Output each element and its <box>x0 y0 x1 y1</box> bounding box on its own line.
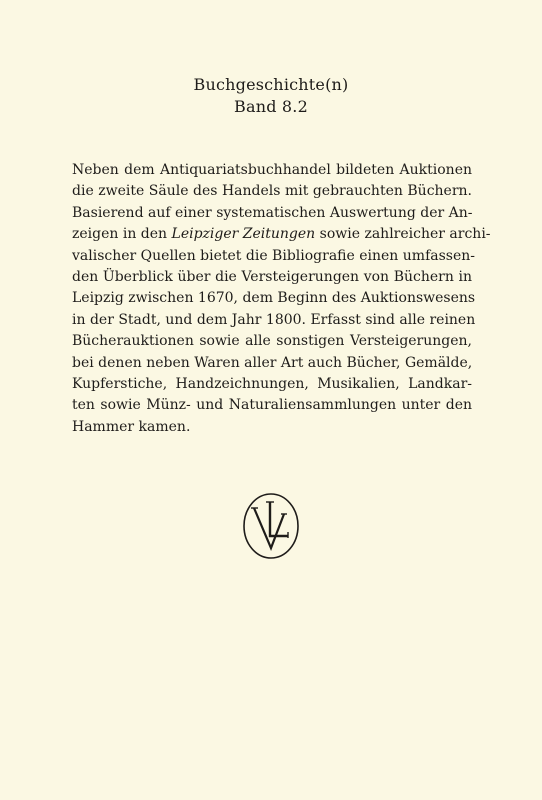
blurb-line: in der Stadt, und dem Jahr 1800. Erfasst sind alle reinen <box>72 311 476 328</box>
blurb-line: Hammer kamen. <box>72 418 191 435</box>
blurb-line: valischer Quellen bietet die Bibliografie einen umfassen- <box>72 247 475 264</box>
blurb-line: bei denen neben Waren aller Art auch Bücher, Gemälde, <box>72 354 473 371</box>
blurb-line: die zweite Säule des Handels mit gebrauchten Büchern. <box>72 183 472 200</box>
blurb-line: Bücherauktionen sowie alle sonstigen Versteigerungen, <box>72 333 472 350</box>
blurb-text-segment: zeigen in den <box>72 226 172 243</box>
blurb-text <box>72 160 491 438</box>
series-title: Buchgeschichte(n) <box>193 75 349 94</box>
blurb-line: Leipzig zwischen 1670, dem Beginn des Auktionswesens <box>72 290 476 307</box>
blurb-line <box>72 224 491 245</box>
blurb-line: ten sowie Münz- und Naturaliensammlungen unter den <box>72 397 472 414</box>
newspaper-title: Leipziger Zeitungen <box>171 226 316 243</box>
blurb-line: Neben dem Antiquariatsbuchhandel bildeten Auktionen <box>72 162 472 178</box>
publisher-logo-icon <box>242 492 300 560</box>
blurb-line: Kupferstiche, Handzeichnungen, Musikalien, Landkar- <box>72 376 472 393</box>
volume-number: Band 8.2 <box>234 97 308 116</box>
blurb-text-segment: sowie zahlreicher archi- <box>315 226 491 243</box>
blurb-line: Basierend auf einer systematischen Auswertung der An- <box>72 204 473 221</box>
blurb-line: den Überblick über die Versteigerungen von Büchern in <box>72 269 472 286</box>
